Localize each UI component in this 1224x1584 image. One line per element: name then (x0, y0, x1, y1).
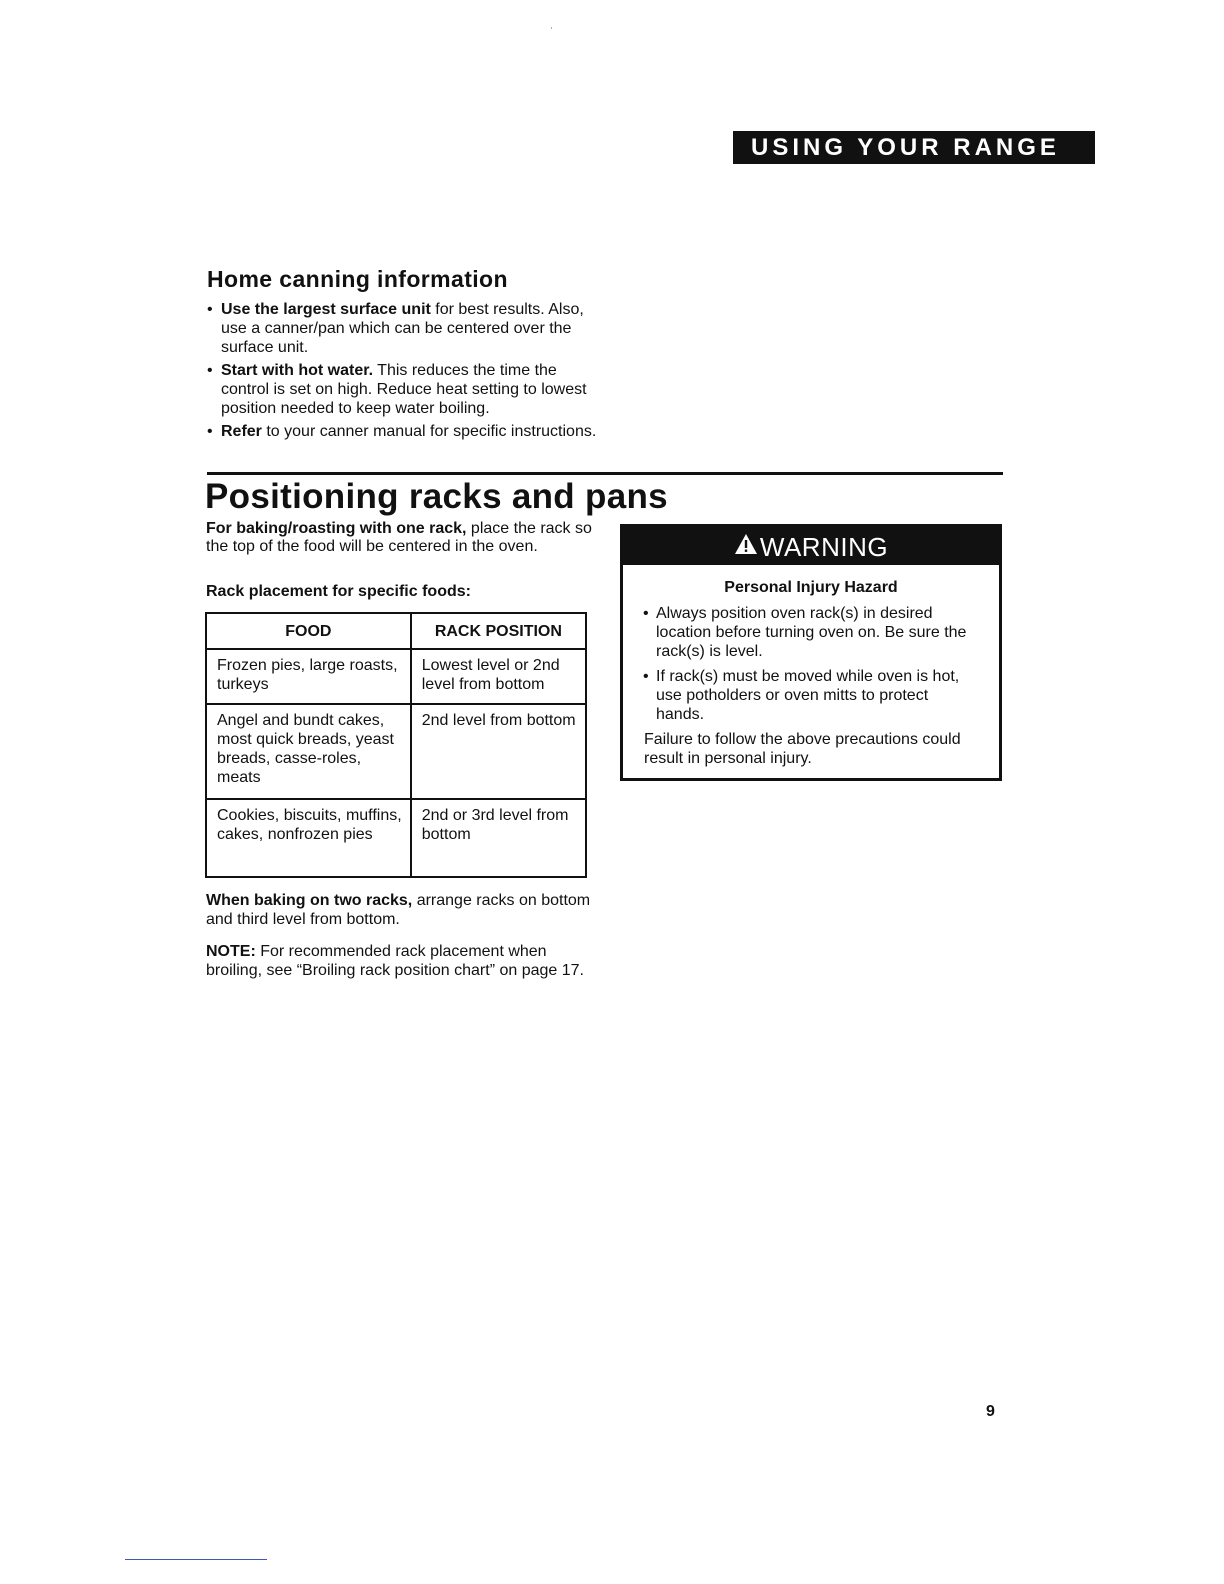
canning-item (207, 300, 602, 357)
food-cell: Cookies, biscuits, muffins, cakes, nonfrozen pies (206, 799, 411, 877)
food-cell: Angel and bundt cakes, most quick breads, yeast breads, casse-roles, meats (206, 704, 411, 799)
warning-item (643, 667, 973, 724)
two-racks-bold: When baking on two racks, (206, 892, 413, 909)
two-racks-paragraph (206, 891, 601, 929)
canning-item-text: to your canner manual for specific instructions. (261, 423, 597, 440)
page-number: 9 (986, 1403, 995, 1420)
table-row (206, 799, 586, 877)
bullet-icon: • (643, 605, 649, 622)
warning-subtitle: Personal Injury Hazard (724, 579, 898, 596)
canning-list (207, 300, 602, 445)
canning-heading: Home canning information (207, 266, 508, 292)
rack-position-cell: 2nd level from bottom (411, 704, 586, 799)
warning-item (643, 604, 973, 661)
table-row (206, 704, 586, 799)
note-paragraph (206, 942, 601, 980)
warning-header (623, 527, 999, 565)
warning-item-text: If rack(s) must be moved while oven is hot, use potholders or oven mitts to protect hands. (656, 668, 960, 723)
table-header-row (206, 613, 586, 649)
canning-item (207, 361, 602, 418)
section-divider (207, 472, 1003, 475)
bullet-icon: • (207, 362, 213, 379)
canning-item (207, 422, 602, 441)
warning-title: WARNING (759, 532, 889, 562)
warning-consequence: Failure to follow the above precautions could result in personal injury. (644, 731, 961, 767)
canning-item-bold: Refer (221, 423, 262, 440)
warning-box (620, 524, 1002, 781)
rack-placement-table (205, 612, 587, 878)
canning-item-text: for best results. Also, use a canner/pan which can be centered over the surface unit. (221, 301, 584, 356)
canning-item-bold: Start with hot water. (221, 362, 374, 379)
canning-item-text: This reduces the time the control is set on high. Reduce heat setting to lowest position needed to keep water boiling. (221, 362, 587, 417)
bullet-icon: • (207, 301, 213, 318)
section-banner: USING YOUR RANGE (733, 131, 1095, 164)
table-row (206, 649, 586, 704)
scan-mark (551, 27, 552, 29)
one-rack-text: place the rack so the top of the food will be centered in the oven. (206, 520, 592, 555)
note-label: NOTE: (206, 943, 256, 960)
column-header-rack-position: RACK POSITION (411, 613, 586, 649)
one-rack-paragraph (206, 520, 596, 556)
warning-triangle-icon (734, 526, 758, 566)
bullet-icon: • (643, 668, 649, 685)
two-racks-text: arrange racks on bottom and third level from bottom. (206, 892, 591, 928)
food-cell: Frozen pies, large roasts, turkeys (206, 649, 411, 704)
warning-list (643, 604, 973, 724)
warning-item-text: Always position oven rack(s) in desired location before turning oven on. Be sure the rack(s) is level. (656, 605, 967, 660)
table-heading: Rack placement for specific foods: (206, 583, 471, 600)
footer-line (125, 1559, 267, 1560)
canning-item-bold: Use the largest surface unit (221, 301, 431, 318)
column-header-food: FOOD (206, 613, 411, 649)
page-title: Positioning racks and pans (205, 477, 668, 516)
note-text: For recommended rack placement when broiling, see “Broiling rack position chart” on page 17. (206, 943, 584, 979)
one-rack-bold: For baking/roasting with one rack, (206, 520, 467, 537)
rack-position-cell: Lowest level or 2nd level from bottom (411, 649, 586, 704)
rack-position-cell: 2nd or 3rd level from bottom (411, 799, 586, 877)
bullet-icon: • (207, 423, 213, 440)
